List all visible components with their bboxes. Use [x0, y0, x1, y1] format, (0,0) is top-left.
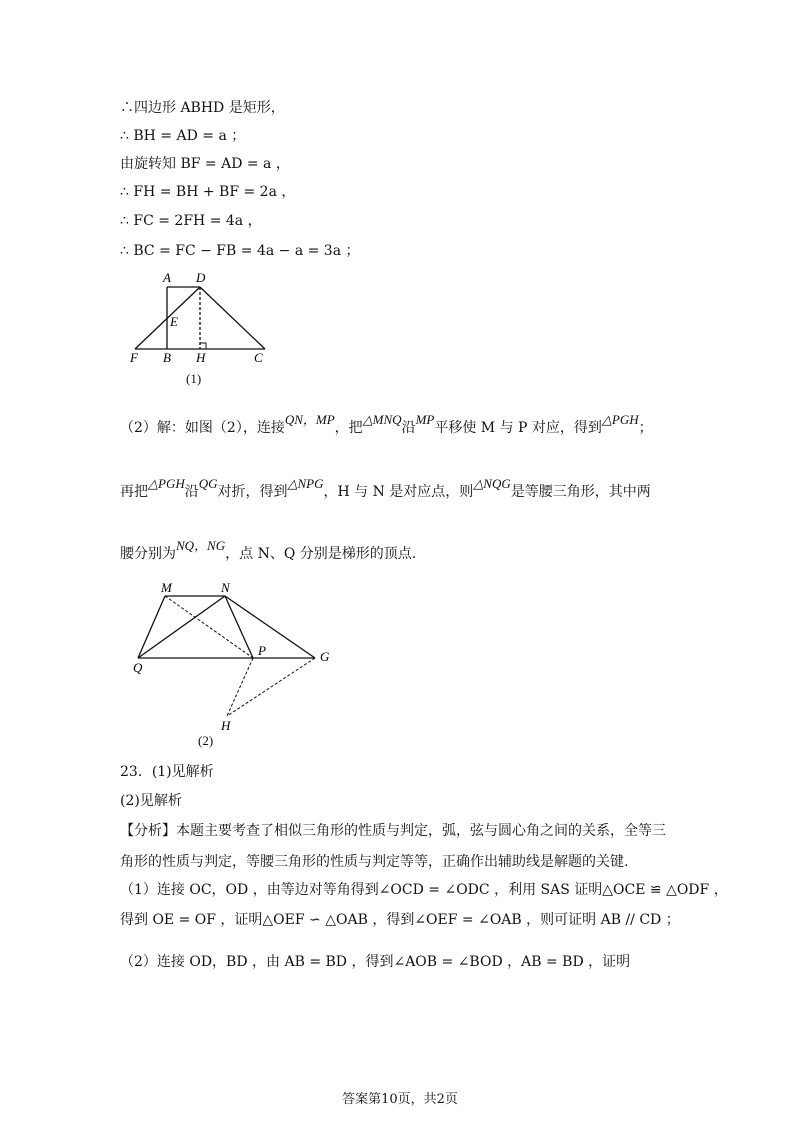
q23-solution-3: （2）连接 OD，BD ，由 AB = BD ，得到∠AOB = ∠BOD ，AB = BD ，证明 [120, 954, 631, 970]
right-angle-mark [200, 343, 206, 349]
q23-analysis-1: 【分析】本题主要考查了相似三角形的性质与判定，弧，弦与圆心角之间的关系，全等三 [120, 823, 666, 839]
segment-ph [227, 658, 253, 716]
text-line: ∴四边形 ABHD 是矩形， [120, 100, 285, 116]
q23-sub: (2)见解析 [120, 793, 182, 809]
label-q: Q [133, 660, 143, 675]
q23-solution-1: （1）连接 OC，OD ，由等边对等角得到∠OCD = ∠ODC ，利用 SAS 证明△OCE ≌ △ODF ， [120, 882, 728, 898]
label-e: E [170, 314, 178, 329]
text-line: ∴ FH = BH + BF = 2a ， [120, 184, 296, 200]
q23-title: 23．(1)见解析 [120, 764, 214, 780]
segment-mp [165, 596, 253, 658]
label-a: A [163, 270, 171, 285]
label-h2: H [221, 718, 231, 733]
label-g: G [320, 649, 330, 664]
label-p: P [258, 643, 266, 658]
label-f: F [130, 350, 138, 365]
text-line: ∴ BC = FC − FB = 4a − a = 3a ； [120, 243, 360, 259]
label-b: B [163, 350, 171, 365]
label-h: H [196, 350, 206, 365]
label-m: M [161, 580, 172, 595]
text-line: ∴ FC = 2FH = 4a ， [120, 213, 262, 229]
para2-line1: （2）解：如图（2），连接QN，MP，把△MNQ沿MP平移使 M 与 P 对应，得到△PGH； [120, 412, 653, 436]
label-n: N [221, 580, 230, 595]
para2-line2: 再把△PGH沿QG对折，得到△NPG，H 与 N 是对应点，则△NQG是等腰三角形，其中两 [120, 476, 651, 500]
text-line: ∴ BH = AD = a ； [120, 128, 246, 144]
label-c: C [254, 350, 263, 365]
text-line: 由旋转知 BF = AD = a ， [120, 156, 290, 172]
figure-1 [120, 262, 290, 394]
page-footer: 答案第10页，共2页 [342, 1092, 458, 1107]
q23-analysis-2: 角形的性质与判定，等腰三角形的性质与判定等等，正确作出辅助线是解题的关键. [120, 854, 629, 870]
para2-line3: 腰分别为NQ，NG，点 N、Q 分别是梯形的顶点. [120, 538, 417, 562]
q23-solution-2: 得到 OE = OF ，证明△OEF ∽ △OAB ，得到∠OEF = ∠OAB ，则可证明 AB // CD ； [120, 912, 680, 928]
figure-1-caption: (1) [186, 371, 202, 386]
label-d: D [196, 270, 206, 285]
segment-dc [200, 287, 265, 349]
figure-2-caption: (2) [198, 733, 214, 748]
figure-2 [125, 578, 345, 748]
